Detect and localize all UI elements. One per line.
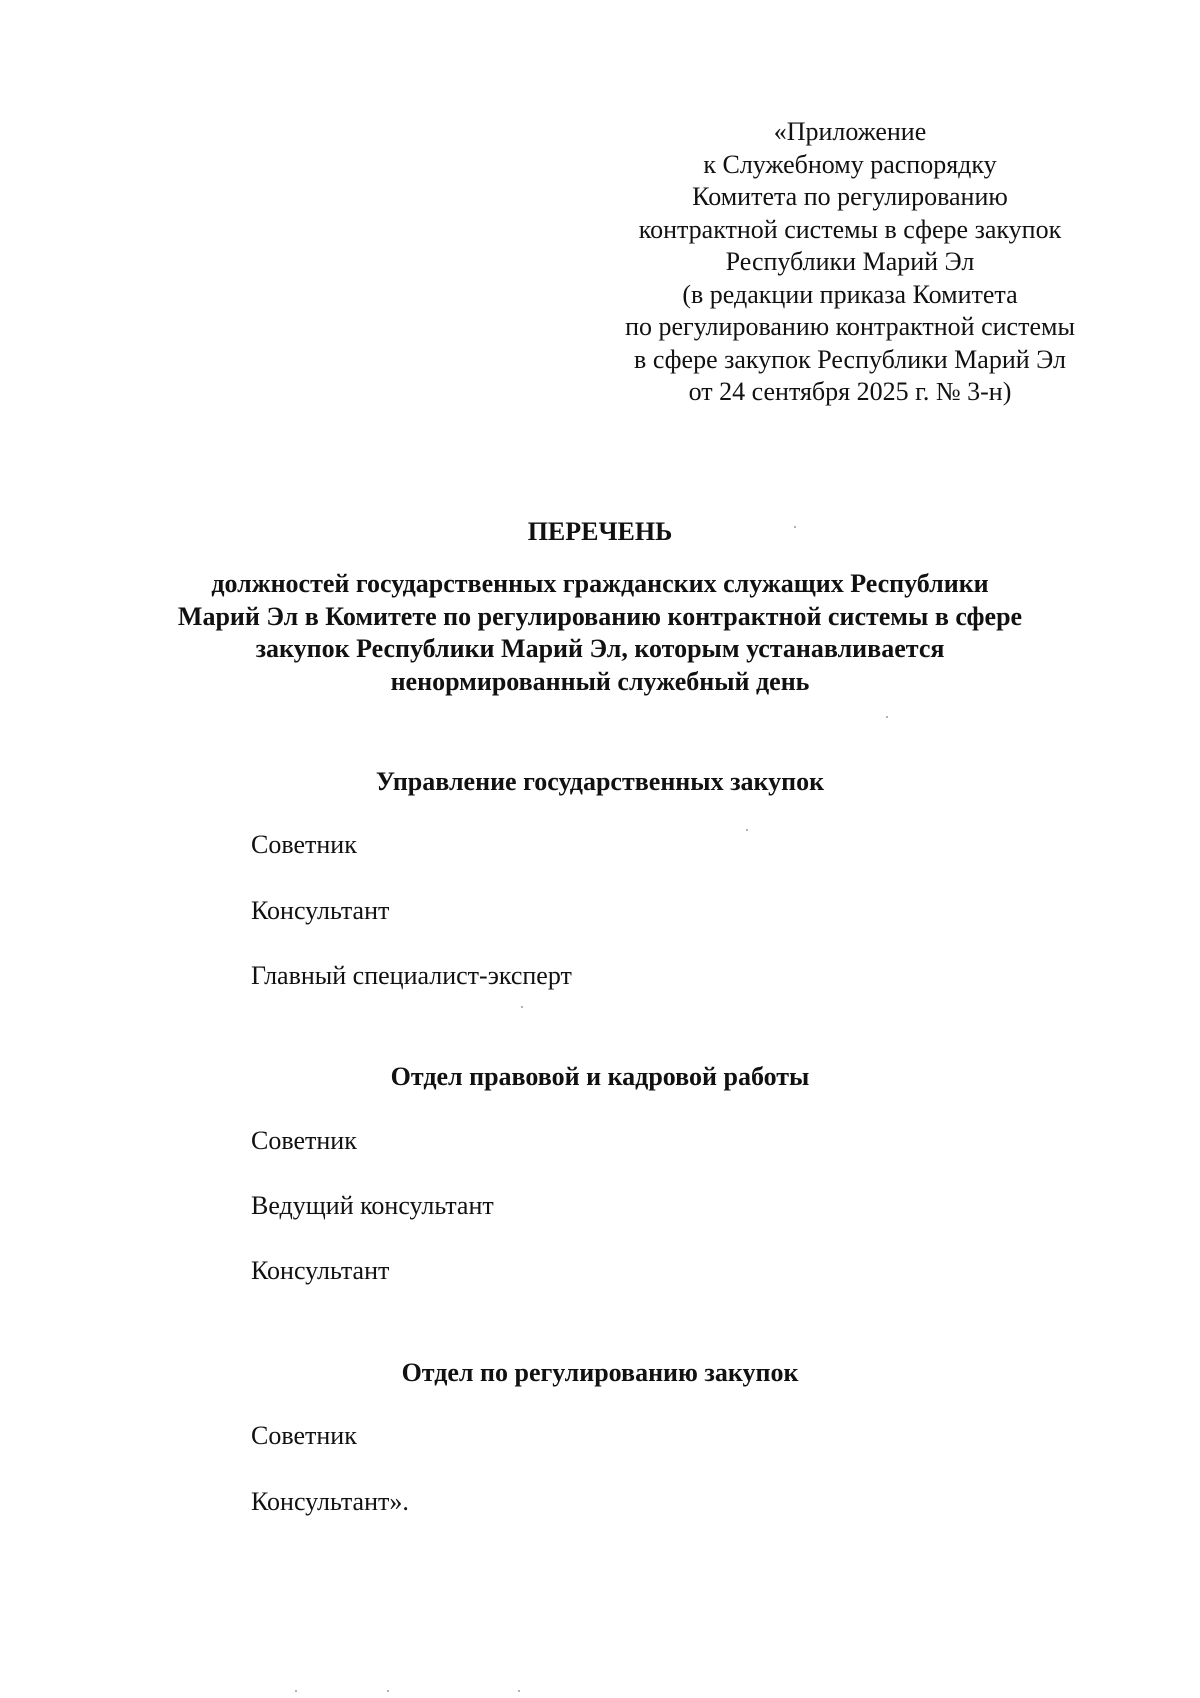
appendix-line: (в редакции приказа Комитета <box>682 279 1018 309</box>
scan-speck <box>387 1690 389 1692</box>
position-item: Главный специалист-эксперт <box>251 961 572 990</box>
scan-speck <box>521 1006 523 1008</box>
appendix-line: по регулированию контрактной системы <box>625 312 1075 341</box>
appendix-line: от 24 сентября 2025 г. № 3-н) <box>688 377 1012 406</box>
appendix-header <box>610 116 1090 409</box>
subtitle-line: ненормированный служебный день <box>390 666 810 696</box>
appendix-line: к Служебному распорядку <box>703 149 997 179</box>
section-heading-procurement-regulation-department: Отдел по регулированию закупок <box>401 1358 799 1387</box>
position-item: Консультант <box>251 1256 390 1285</box>
subtitle-line: Марий Эл в Комитете по регулированию контрактной системы в сфере <box>177 601 1023 631</box>
appendix-line: Республики Марий Эл <box>725 247 975 276</box>
appendix-line: контрактной системы в сфере закупок <box>638 214 1062 244</box>
subtitle-line: закупок Республики Марий Эл, которым устанавливается <box>255 634 945 663</box>
scan-speck <box>295 1690 297 1692</box>
position-item: Ведущий консультант <box>251 1191 494 1220</box>
scan-speck <box>746 829 748 831</box>
section-heading-procurement-department: Управление государственных закупок <box>375 767 825 796</box>
position-item: Консультант <box>251 896 390 925</box>
position-item: Советник <box>251 1421 357 1450</box>
document-subtitle <box>150 568 1050 698</box>
document-title: ПЕРЕЧЕНЬ <box>527 517 673 546</box>
appendix-line: «Приложение <box>773 117 927 146</box>
subtitle-line: должностей государственных гражданских служащих Республики <box>211 569 989 598</box>
position-item: Советник <box>251 830 357 859</box>
appendix-line: Комитета по регулированию <box>692 182 1008 211</box>
section-heading-legal-hr-department: Отдел правовой и кадровой работы <box>390 1062 810 1091</box>
scan-speck <box>794 526 796 528</box>
scan-speck <box>886 716 888 718</box>
appendix-line: в сфере закупок Республики Марий Эл <box>634 344 1066 374</box>
position-item: Советник <box>251 1126 357 1155</box>
scan-speck <box>518 1690 520 1692</box>
position-item: Консультант». <box>251 1487 409 1516</box>
